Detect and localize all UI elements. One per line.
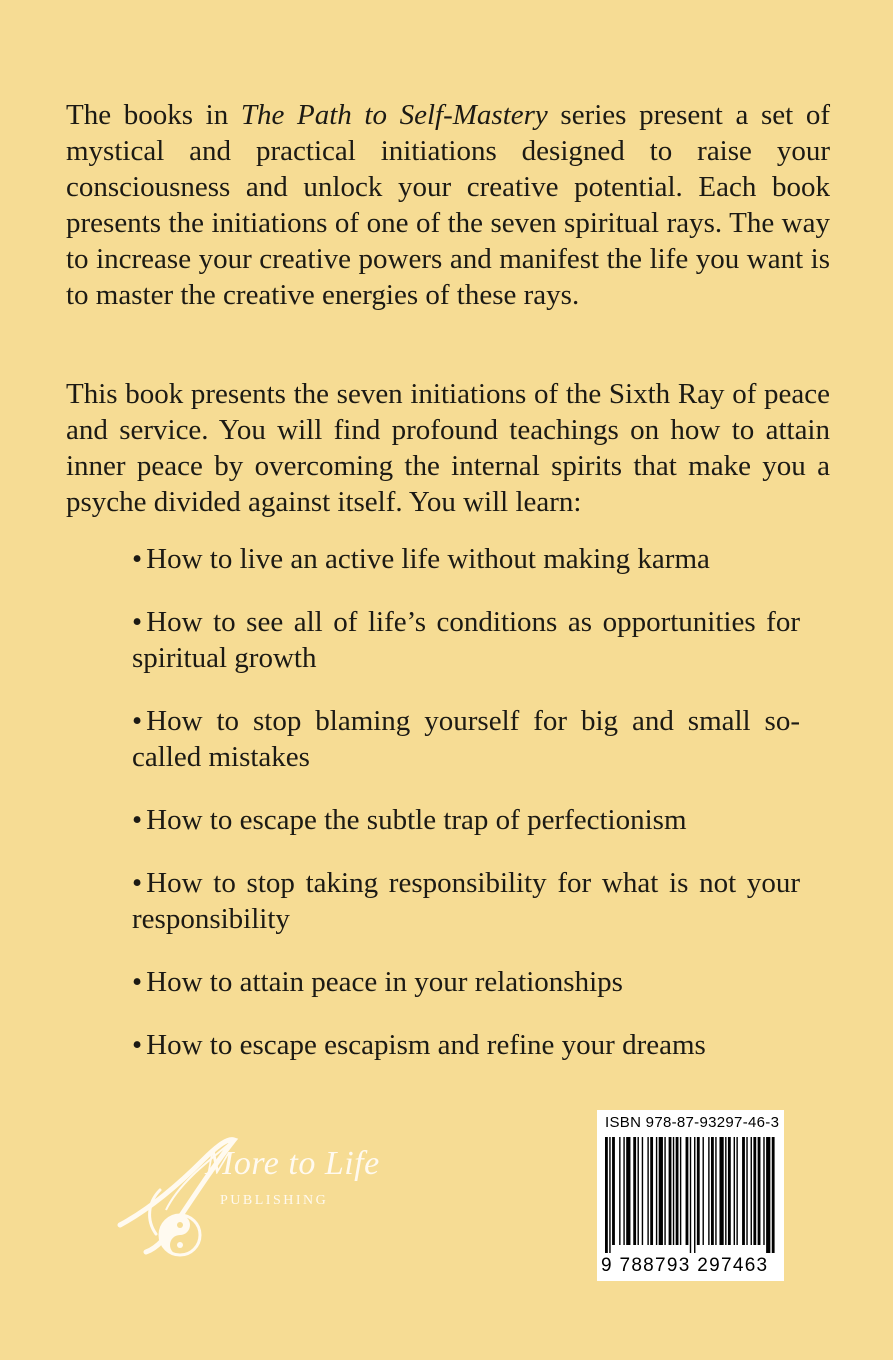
- barcode-bar: [772, 1137, 775, 1253]
- bullet-text: How to see all of life’s conditions as opportunities for spiritual growth: [132, 606, 800, 674]
- barcode-bar: [686, 1137, 689, 1245]
- publisher-subtitle: PUBLISHING: [220, 1193, 329, 1208]
- barcode-bar: [711, 1137, 714, 1245]
- bullet-dot: •: [132, 867, 143, 899]
- barcode-bar: [633, 1137, 636, 1245]
- learning-points-list: [132, 541, 800, 1063]
- barcode-bar: [612, 1137, 615, 1245]
- barcode-bar: [728, 1137, 731, 1245]
- intro-lead: The books in: [66, 99, 241, 131]
- barcode-bar: [751, 1137, 752, 1245]
- isbn-barcode: [597, 1110, 784, 1281]
- barcode-bar: [715, 1137, 716, 1245]
- barcode-bar: [736, 1137, 737, 1245]
- barcode-bar: [742, 1137, 745, 1245]
- barcode-bar: [605, 1137, 608, 1253]
- list-item: [132, 964, 800, 1000]
- bullet-text: How to escape escapism and refine your dreams: [146, 1029, 706, 1061]
- barcode-bar: [650, 1137, 653, 1245]
- barcode-bar: [758, 1137, 761, 1245]
- barcode-bar: [673, 1137, 674, 1245]
- barcode-bar: [680, 1137, 681, 1245]
- bullet-dot: •: [132, 804, 143, 836]
- barcode-bar: [694, 1137, 695, 1253]
- list-item: [132, 703, 800, 775]
- barcode-bar: [623, 1137, 624, 1245]
- book-summary: This book presents the seven initiations of the Sixth Ray of peace and service. You will find profound teachings on how to attain inner peace by overcoming the internal spirits that make you a psyche divided against itself. You will learn:: [66, 378, 830, 518]
- barcode-bar: [676, 1137, 679, 1245]
- series-title: The Path to Self-Mastery: [240, 99, 548, 131]
- bullet-dot: •: [132, 543, 143, 575]
- list-item: [132, 1027, 800, 1063]
- bullet-text: How to live an active life without making karma: [146, 543, 710, 575]
- bullet-dot: •: [132, 1029, 143, 1061]
- barcode-bar: [656, 1137, 657, 1245]
- barcode-bar: [734, 1137, 735, 1245]
- barcode-bar: [697, 1137, 700, 1245]
- bullet-text: How to escape the subtle trap of perfectionism: [146, 804, 687, 836]
- barcode-bar: [725, 1137, 726, 1245]
- list-item: [132, 802, 800, 838]
- barcode-bar: [669, 1137, 672, 1245]
- list-item: [132, 541, 800, 577]
- barcode-bar: [703, 1137, 704, 1245]
- intro-rest: series present a set of mystical and practical initiations designed to raise your consciousness and unlock your creative potential. Each book presents the initiations of one of the seven spiritual rays. The way to increase your creative powers and manifest the life you want is to master the creative energies of these rays.: [66, 99, 830, 311]
- barcode-bar: [753, 1137, 756, 1245]
- isbn-label: ISBN 978-87-93297-46-3: [605, 1114, 780, 1131]
- bullet-text: How to stop blaming yourself for big and small so-called mistakes: [132, 705, 800, 773]
- barcode-bar: [626, 1137, 630, 1245]
- barcode-bar: [708, 1137, 709, 1245]
- barcode-bar: [647, 1137, 648, 1245]
- barcode-bar: [619, 1137, 620, 1245]
- series-description: [66, 97, 830, 313]
- bullet-dot: •: [132, 705, 143, 737]
- barcode-digits: 9 788793 297463: [601, 1255, 769, 1276]
- bullet-dot: •: [132, 966, 143, 998]
- barcode-bar: [638, 1137, 639, 1245]
- barcode-bar: [763, 1137, 764, 1245]
- barcode-bar: [659, 1137, 663, 1245]
- barcode-bar: [766, 1137, 770, 1253]
- barcode-bar: [746, 1137, 747, 1245]
- list-item: [132, 604, 800, 676]
- barcode-bars: [605, 1137, 776, 1253]
- list-item: [132, 865, 800, 937]
- barcode-bar: [690, 1137, 691, 1253]
- barcode-bar: [609, 1137, 610, 1253]
- barcode-bar: [719, 1137, 723, 1245]
- bullet-text: How to stop taking responsibility for what is not your responsibility: [132, 867, 800, 935]
- barcode-bar: [642, 1137, 643, 1245]
- barcode-bar: [664, 1137, 665, 1245]
- bullet-dot: •: [132, 606, 143, 638]
- bullet-text: How to attain peace in your relationships: [146, 966, 623, 998]
- publisher-name: More to Life: [205, 1145, 380, 1182]
